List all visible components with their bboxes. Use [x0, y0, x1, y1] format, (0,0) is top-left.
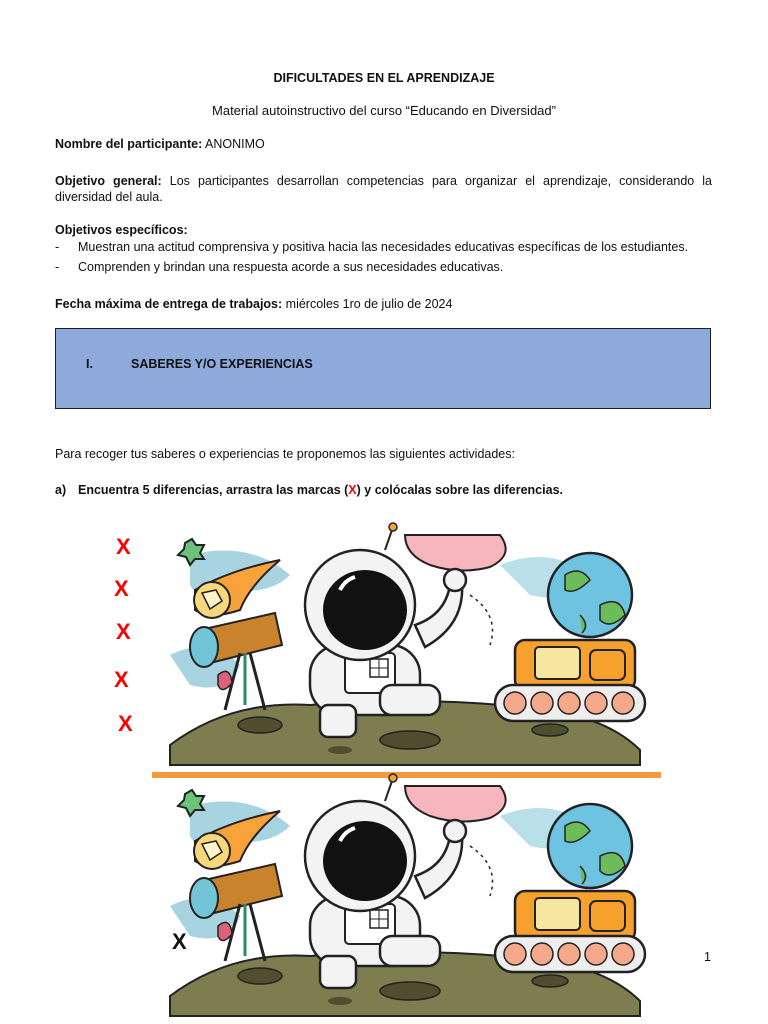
- activity-mark-sample: X: [348, 483, 357, 497]
- document-subtitle: Material autoinstructivo del curso “Educando en Diversidad”: [212, 103, 556, 118]
- activity-text-after: ) y colócalas sobre las diferencias.: [356, 483, 563, 497]
- specific-bullet-2: -: [55, 260, 60, 274]
- activity-intro: Para recoger tus saberes o experiencias te proponemos las siguientes actividades:: [55, 447, 515, 461]
- participant-label: Nombre del participante:: [55, 137, 203, 151]
- drag-mark-1[interactable]: X: [116, 534, 131, 559]
- bottom-picture: [170, 774, 645, 1016]
- drag-mark-2[interactable]: X: [114, 576, 129, 601]
- general-objective-line2: diversidad del aula.: [55, 190, 163, 204]
- general-objective-text: Los participantes desarrollan competencias para organizar el aprendizaje, considerando la: [169, 174, 713, 188]
- specific-objective-1: Muestran una actitud comprensiva y positiva hacia las necesidades educativas específicas de los estudiantes.: [78, 240, 689, 254]
- activity-item-letter: a): [55, 483, 67, 497]
- drag-mark-4[interactable]: X: [114, 667, 129, 692]
- placed-mark[interactable]: X: [172, 929, 187, 954]
- page-number: 1: [704, 950, 711, 964]
- activity-text-before: Encuentra 5 diferencias, arrastra las marcas (: [78, 483, 349, 497]
- specific-bullet-1: -: [55, 240, 60, 254]
- specific-objective-2: Comprenden y brindan una respuesta acorde a sus necesidades educativas.: [78, 260, 504, 274]
- top-picture: [170, 523, 645, 765]
- document-title: DIFICULTADES EN EL APRENDIZAJE: [273, 71, 495, 85]
- deadline-label: Fecha máxima de entrega de trabajos:: [55, 297, 283, 311]
- general-objective-label: Objetivo general:: [55, 174, 162, 188]
- drag-mark-3[interactable]: X: [116, 619, 131, 644]
- deadline-value: miércoles 1ro de julio de 2024: [285, 297, 453, 311]
- specific-objectives-label: Objetivos específicos:: [55, 223, 188, 237]
- section-title: SABERES Y/O EXPERIENCIAS: [131, 357, 313, 371]
- section-number: I.: [86, 357, 93, 371]
- picture-divider: [152, 772, 661, 778]
- drag-mark-5[interactable]: X: [118, 711, 133, 736]
- participant-value: ANONIMO: [205, 137, 265, 151]
